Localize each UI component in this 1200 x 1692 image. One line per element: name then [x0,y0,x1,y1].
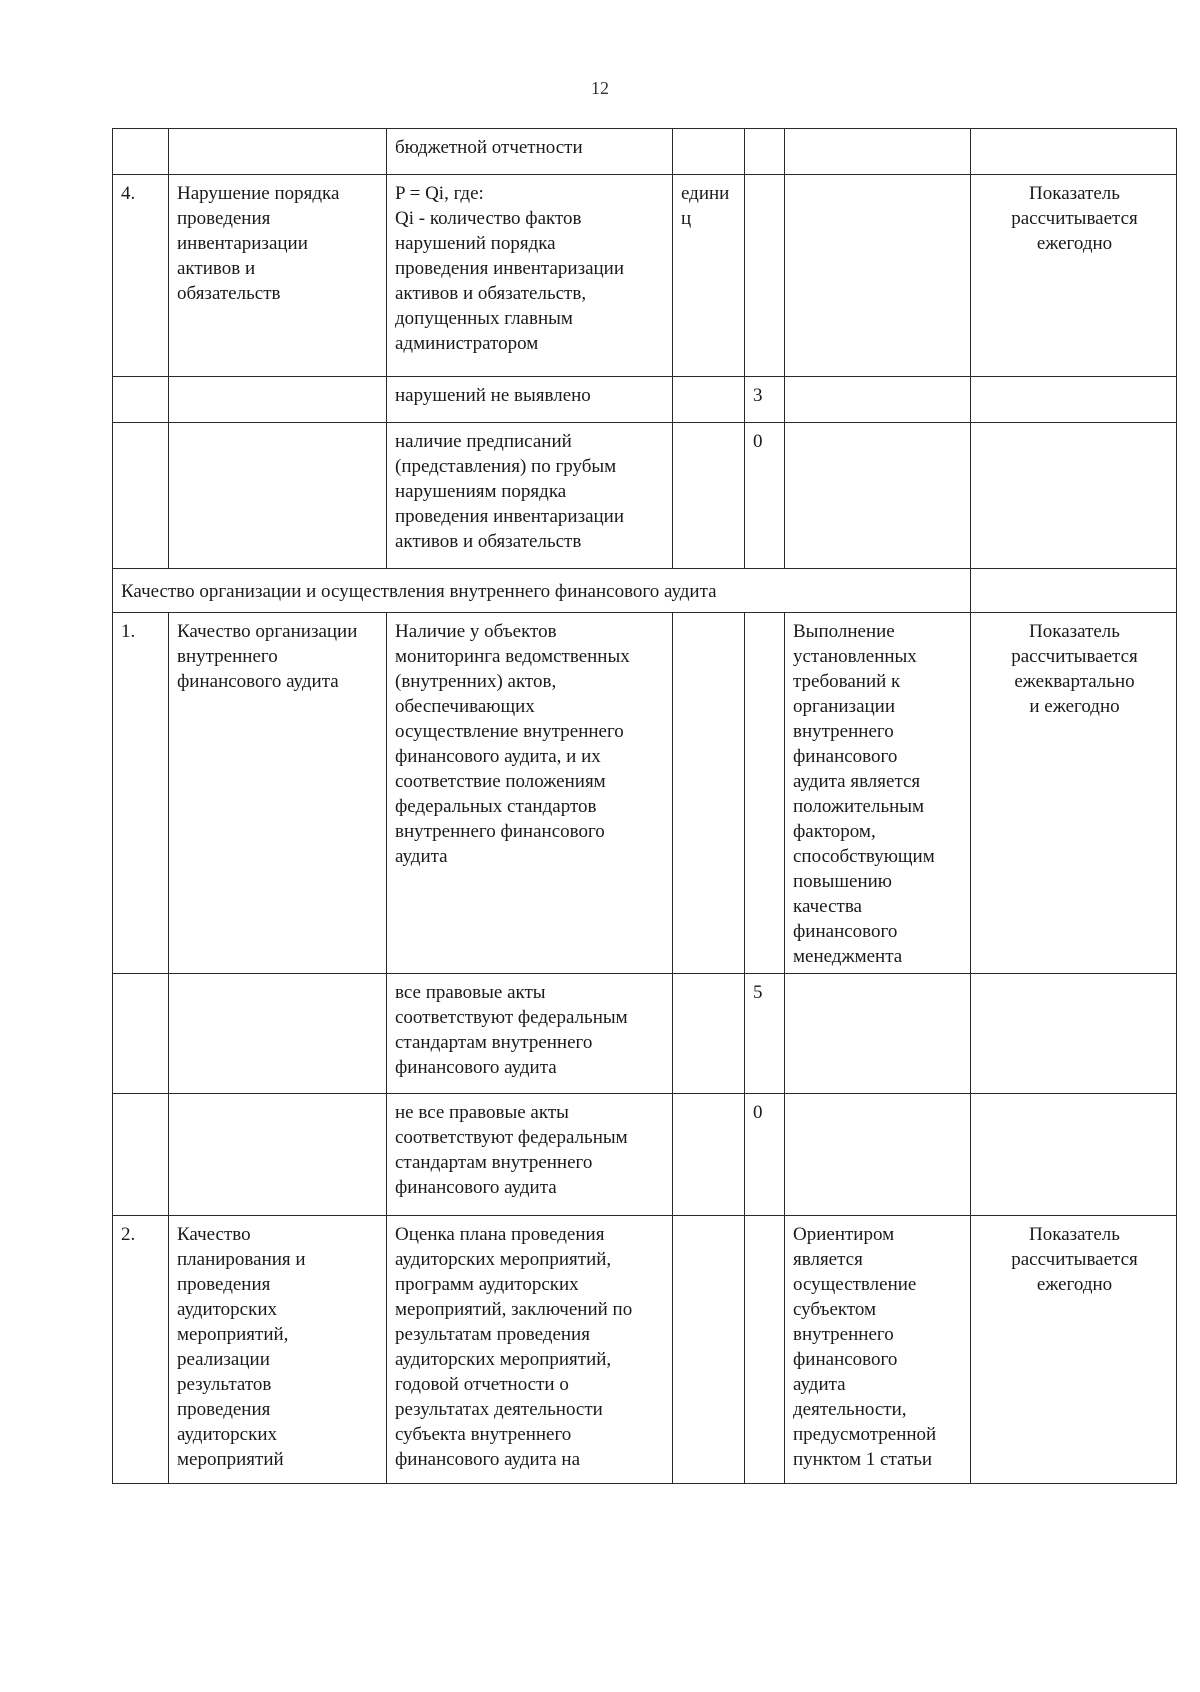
frequency-cell: Показатель рассчитывается ежегодно [971,175,1177,377]
score-cell [745,175,785,377]
empty-cell [673,974,745,1094]
comment-cell [785,175,971,377]
score-cell: 5 [745,974,785,1094]
calculation-method: Наличие у объектов мониторинга ведомственных (внутренних) актов, обеспечивающих осуществление внутреннего финансового аудита, и их соответствие положениям федеральных стандартов внутреннего финансового аудита [387,613,673,974]
table-row [113,613,1177,974]
unit-cell: едини ц [673,175,745,377]
section-heading: Качество организации и осуществления внутреннего финансового аудита [113,569,971,613]
table-row [113,1216,1177,1484]
table-row [113,377,1177,423]
page-number: 12 [591,78,609,98]
table-row [113,569,1177,613]
row-number: 4. [113,175,169,377]
indicator-name: Нарушение порядка проведения инвентаризации активов и обязательств [169,175,387,377]
row-number: 2. [113,1216,169,1484]
table-row [113,1094,1177,1216]
empty-cell [673,129,745,175]
empty-cell [113,1094,169,1216]
criterion-cell: нарушений не выявлено [387,377,673,423]
calculation-method: P = Qi, где: Qi - количество фактов нарушений порядка проведения инвентаризации активов и обязательств, допущенных главным администратором [387,175,673,377]
frequency-cell: Показатель рассчитывается ежеквартально и ежегодно [971,613,1177,974]
empty-cell [971,569,1177,613]
empty-cell [113,423,169,569]
unit-cell [673,613,745,974]
frequency-cell: Показатель рассчитывается ежегодно [971,1216,1177,1484]
table-row [113,129,1177,175]
empty-cell [745,129,785,175]
indicator-name: Качество планирования и проведения аудиторских мероприятий, реализации результатов проведения аудиторских мероприятий [169,1216,387,1484]
score-cell: 0 [745,1094,785,1216]
empty-cell [971,974,1177,1094]
empty-cell [971,423,1177,569]
empty-cell [169,974,387,1094]
empty-cell [785,129,971,175]
empty-cell [785,377,971,423]
score-cell: 0 [745,423,785,569]
score-cell: 3 [745,377,785,423]
empty-cell [113,377,169,423]
score-cell [745,613,785,974]
empty-cell [673,377,745,423]
empty-cell [169,1094,387,1216]
empty-cell [785,1094,971,1216]
table-row [113,423,1177,569]
criterion-cell: наличие предписаний (представления) по грубым нарушениям порядка проведения инвентаризации активов и обязательств [387,423,673,569]
empty-cell [113,129,169,175]
empty-cell [971,377,1177,423]
empty-cell [673,423,745,569]
continued-text: бюджетной отчетности [387,129,673,175]
indicators-table [112,128,1177,1484]
score-cell [745,1216,785,1484]
comment-cell: Выполнение установленных требований к организации внутреннего финансового аудита является положительным фактором, способствующим повышению качества финансового менеджмента [785,613,971,974]
table-row [113,974,1177,1094]
criterion-cell: все правовые акты соответствуют федеральным стандартам внутреннего финансового аудита [387,974,673,1094]
comment-cell: Ориентиром является осуществление субъектом внутреннего финансового аудита деятельности, предусмотренной пунктом 1 статьи [785,1216,971,1484]
row-number: 1. [113,613,169,974]
table-row [113,175,1177,377]
empty-cell [169,423,387,569]
empty-cell [971,1094,1177,1216]
unit-cell [673,1216,745,1484]
indicator-name: Качество организации внутреннего финансового аудита [169,613,387,974]
empty-cell [113,974,169,1094]
empty-cell [785,974,971,1094]
criterion-cell: не все правовые акты соответствуют федеральным стандартам внутреннего финансового аудита [387,1094,673,1216]
calculation-method: Оценка плана проведения аудиторских мероприятий, программ аудиторских мероприятий, заключений по результатам проведения аудиторских мероприятий, годовой отчетности о результатах деятельности субъекта внутреннего финансового аудита на [387,1216,673,1484]
empty-cell [673,1094,745,1216]
empty-cell [169,129,387,175]
empty-cell [971,129,1177,175]
empty-cell [785,423,971,569]
empty-cell [169,377,387,423]
